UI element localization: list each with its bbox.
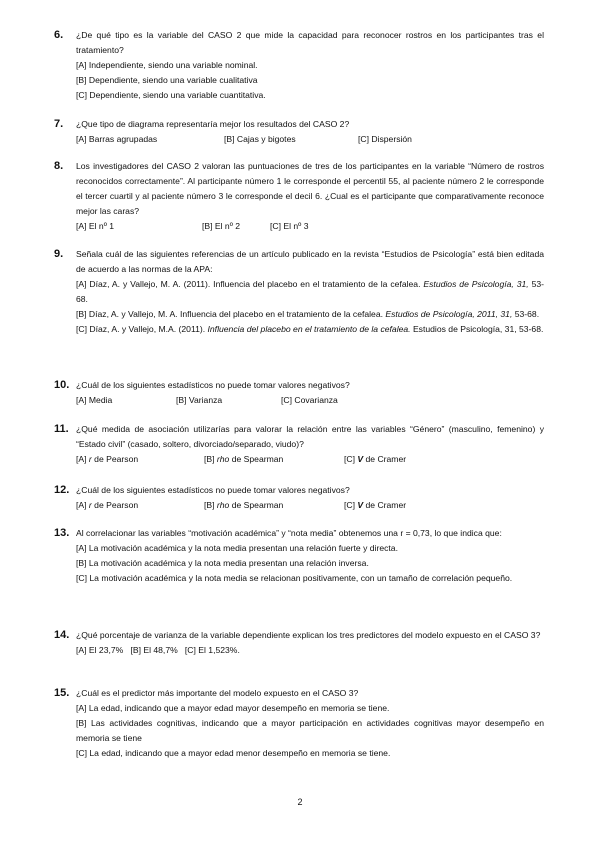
- question-13: [56, 526, 544, 586]
- question-6: [56, 28, 544, 103]
- option-c: [C] Dispersión: [358, 134, 412, 144]
- question-number: 14.: [54, 629, 70, 641]
- option-b: [B] rho de Spearman: [204, 500, 284, 510]
- option-c: [C] El nº 3: [270, 221, 309, 231]
- option-a: [A] El nº 1: [76, 221, 115, 231]
- page-number: 2: [297, 797, 303, 807]
- v-symbol: V: [357, 500, 364, 510]
- question-9: [56, 247, 544, 337]
- question-stem: ¿Cuál de los siguientes estadísticos no puede tomar valores negativos?: [76, 485, 350, 495]
- options-row: [76, 393, 544, 408]
- question-number: 7.: [54, 118, 64, 130]
- question-stem: Los investigadores del CASO 2 valoran las puntuaciones de tres de los participantes en la variable “Número de rostros reconocidos correctamente”. Al participante número 1 le corresponde el percentil 55, al paciente número 2 le corresponde el tercer cuartil y al paciente número 3 le corresponde el decil 6. ¿Cual es el participante que comparativamente reconoce mejor las caras?: [76, 161, 544, 216]
- question-number: 9.: [54, 248, 64, 260]
- option-a: [A] La motivación académica y la nota media presentan una relación fuerte y directa.: [76, 543, 398, 553]
- question-8: [56, 159, 544, 234]
- option-c: [C] V de Cramer: [344, 454, 407, 464]
- question-stem: ¿Qué medida de asociación utilizarías para valorar la relación entre las variables “Género” (masculino, femenino) y “Estado civil” (casado, soltero, divorciado/separado, viudo)?: [76, 424, 544, 449]
- option-a: [A] Barras agrupadas: [76, 134, 158, 144]
- option-b: [B] Díaz, A. y Vallejo, M. A. Influencia del placebo en el tratamiento de la cefalea. Estudios de Psicología, 2011, 31, 53-68.: [76, 309, 540, 319]
- question-stem: Al correlacionar las variables “motivación académica” y “nota media” obtenemos una r = 0,73, lo que indica que:: [76, 528, 502, 538]
- question-stem: ¿Qué porcentaje de varianza de la variable dependiente explican los tres predictores del modelo expuesto en el CASO 3?: [76, 630, 541, 640]
- rho-symbol: rho: [216, 500, 230, 510]
- question-stem: ¿Cuál es el predictor más importante del modelo expuesto en el CASO 3?: [76, 688, 359, 698]
- question-number: 8.: [54, 160, 64, 172]
- question-15: [56, 686, 544, 761]
- option-c: [C] Covarianza: [281, 395, 338, 405]
- options-row: [76, 219, 544, 234]
- option-b: [B] La motivación académica y la nota media presentan una relación inversa.: [76, 558, 369, 568]
- option-a: [A] Independiente, siendo una variable nominal.: [76, 60, 258, 70]
- question-stem: ¿De qué tipo es la variable del CASO 2 que mide la capacidad para reconocer rostros en los participantes tras el tratamiento?: [76, 30, 544, 55]
- option-b: [B] Varianza: [176, 395, 223, 405]
- option-a: [A] Media: [76, 395, 113, 405]
- question-number: 6.: [54, 29, 64, 41]
- question-14: [56, 628, 544, 658]
- option-a: [A] r de Pearson: [76, 500, 139, 510]
- option-c: [C] Dependiente, siendo una variable cuantitativa.: [76, 90, 266, 100]
- question-number: 15.: [54, 687, 70, 699]
- question-number: 11.: [54, 423, 69, 435]
- option-b: [B] Cajas y bigotes: [224, 134, 296, 144]
- option-a: [A] r de Pearson: [76, 454, 139, 464]
- r-symbol: r: [88, 454, 92, 464]
- option-b: [B] Dependiente, siendo una variable cualitativa: [76, 75, 258, 85]
- option-b: [B] rho de Spearman: [204, 454, 284, 464]
- option-c: [C] La motivación académica y la nota media se relacionan positivamente, con un tamaño de correlación pequeño.: [76, 573, 513, 583]
- options-row: [76, 132, 544, 147]
- option-c: [C] Díaz, A. y Vallejo, M.A. (2011). Influencia del placebo en el tratamiento de la cefalea. Estudios de Psicología, 31, 53-68.: [76, 324, 544, 334]
- option-c: [C] V de Cramer: [344, 500, 407, 510]
- question-10: [56, 378, 544, 408]
- option-b: [B] El nº 2: [202, 221, 241, 231]
- question-stem: Señala cuál de las siguientes referencias de un artículo publicado en la revista “Estudios de Psicología” está bien editada de acuerdo a las normas de la APA:: [76, 249, 544, 274]
- question-11: [56, 422, 544, 467]
- option-c: [C] La edad, indicando que a mayor edad menor desempeño en memoria se tiene.: [76, 748, 391, 758]
- options-row: [76, 452, 544, 467]
- options-line: [A] El 23,7% [B] El 48,7% [C] El 1,523%.: [76, 645, 240, 655]
- rho-symbol: rho: [216, 454, 230, 464]
- question-7: [56, 117, 544, 147]
- option-a: [A] La edad, indicando que a mayor edad mayor desempeño en memoria se tiene.: [76, 703, 390, 713]
- question-stem: ¿Que tipo de diagrama representaría mejor los resultados del CASO 2?: [76, 119, 350, 129]
- question-stem: ¿Cuál de los siguientes estadísticos no puede tomar valores negativos?: [76, 380, 350, 390]
- r-symbol: r: [88, 500, 92, 510]
- options-row: [76, 498, 544, 513]
- option-b: [B] Las actividades cognitivas, indicando que a mayor participación en actividades cognitivas mayor desempeño en memoria se tiene: [76, 718, 544, 743]
- question-number: 10.: [54, 379, 70, 391]
- question-number: 13.: [54, 527, 70, 539]
- question-number: 12.: [54, 484, 70, 496]
- v-symbol: V: [357, 454, 364, 464]
- question-12: [56, 483, 544, 513]
- option-a: [A] Díaz, A. y Vallejo, M. A. (2011). Influencia del placebo en el tratamiento de la cefalea. Estudios de Psicología, 31, 53-68.: [76, 279, 545, 304]
